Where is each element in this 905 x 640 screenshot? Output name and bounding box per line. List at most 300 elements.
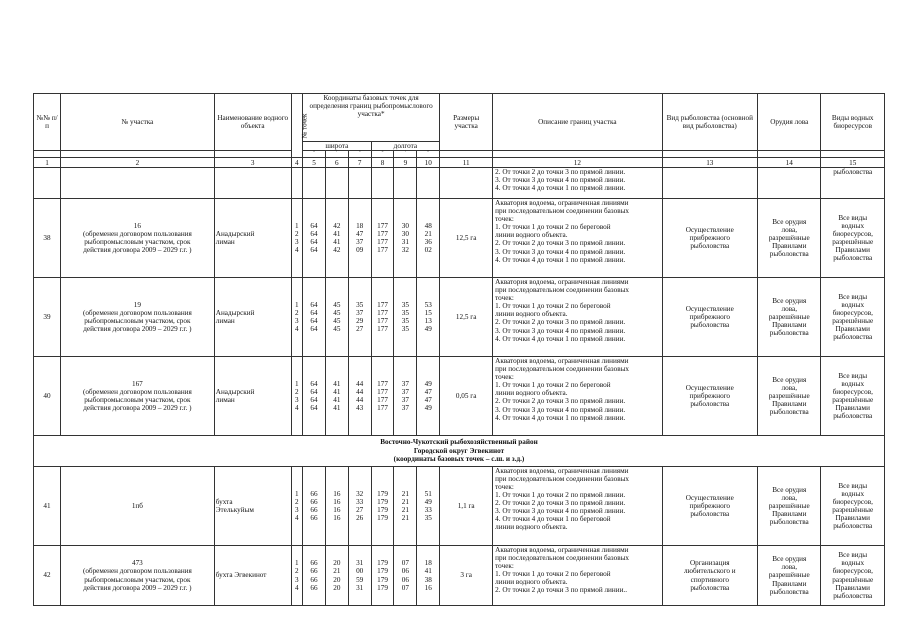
species-list-line: разрешённые xyxy=(832,317,874,326)
col-number: 7 xyxy=(348,158,371,168)
coord-pts-line: 4 xyxy=(295,325,299,334)
fishing-gear-line: разрешённые xyxy=(768,234,810,243)
col-number: 3 xyxy=(214,158,291,168)
coord-lon-s xyxy=(417,357,440,436)
fishing-gear-line: Все орудия xyxy=(772,375,807,384)
coord-lat-m-line: 41 xyxy=(333,396,341,405)
header-longitude: долгота xyxy=(371,142,440,151)
coord-lon-d-line: 179 xyxy=(377,497,388,506)
sym-empty xyxy=(821,151,885,158)
fishing-gear-line: Правилами xyxy=(772,510,807,519)
fishing-kind-line: Осуществление xyxy=(685,493,734,502)
coord-lat-s-line: 59 xyxy=(356,575,364,584)
coord-lat-m-line: 45 xyxy=(333,309,341,317)
lon-min-symbol: ' xyxy=(394,151,417,158)
coord-lon-d-line: 179 xyxy=(377,489,388,498)
water-object xyxy=(214,199,291,278)
plot-name-line: рыбопромысловым участком, срок xyxy=(84,575,191,584)
lat-min-symbol: ' xyxy=(325,151,348,158)
species-cell: рыболовства xyxy=(821,168,885,199)
coord-pts xyxy=(291,199,302,278)
coord-pts-line: 2 xyxy=(295,230,299,238)
coord-lon-m-line: 07 xyxy=(401,583,409,592)
boundary-description xyxy=(493,546,662,606)
coord-lat-s-line: 00 xyxy=(356,567,364,576)
boundary-description-line: линии водного объекта. xyxy=(495,578,568,587)
fishing-kind-line: прибрежного xyxy=(689,392,731,401)
coord-lat-m-line: 20 xyxy=(333,575,341,584)
species-list-line: разрешённые xyxy=(832,238,874,247)
coord-pts-line: 3 xyxy=(295,506,299,515)
boundary-description-line: точек: xyxy=(495,294,514,303)
col-number: 9 xyxy=(394,158,417,168)
boundary-description-line: 2. От точки 2 до точки 3 по прямой линии. xyxy=(495,239,626,248)
coord-lon-m-line: 21 xyxy=(401,497,409,506)
header-size: Размеры участка xyxy=(440,94,493,151)
fishing-gear-line: разрешённые xyxy=(768,392,810,401)
fishing-kind-line: Осуществление xyxy=(685,304,734,313)
header-coordinates: Координаты базовых точек для определения границ рыбопромыслового участка* xyxy=(303,94,440,142)
fishing-kind-line: прибрежного xyxy=(689,501,731,510)
coord-pts-line: 3 xyxy=(295,575,299,584)
species-list-line: Правилами xyxy=(835,404,870,413)
water-object-line: Анадырский xyxy=(215,388,255,396)
coord-lon-m xyxy=(394,278,417,357)
boundary-description-line: 1. От точки 1 до точки 2 по прямой линии. xyxy=(495,491,626,500)
fishing-kind-line: прибрежного xyxy=(689,313,731,322)
coord-lon-s-line: 51 xyxy=(424,489,432,498)
species-list-line: Правилами xyxy=(835,246,870,255)
coord-lon-s-line: 33 xyxy=(424,506,432,515)
coord-lat-d-line: 66 xyxy=(310,506,318,515)
fishing-gear xyxy=(758,357,821,436)
fishing-gear-line: лова, xyxy=(781,383,797,392)
species-list-line: биоресурсов, xyxy=(832,230,873,238)
coord-lon-m-line: 21 xyxy=(401,489,409,498)
species-list-line: разрешённые xyxy=(832,575,874,584)
coord-lon-m-line: 30 xyxy=(401,221,409,230)
sym-empty xyxy=(61,151,215,158)
plot-name-line: действия договора 2009 – 2029 г.г. ) xyxy=(83,246,192,255)
coord-lat-d-line: 64 xyxy=(310,317,318,326)
species-list-line: Все виды xyxy=(838,551,868,560)
col-number: 12 xyxy=(493,158,662,168)
coord-lon-s-line: 38 xyxy=(424,575,432,584)
coord-lon-d xyxy=(371,467,394,546)
water-object-line: бухта xyxy=(215,497,233,506)
boundary-description-line: 4. От точки 4 до точки 1 по прямой линии. xyxy=(495,255,626,264)
header-gear: Орудия лова xyxy=(758,94,821,151)
coord-lat-s xyxy=(348,467,371,546)
coord-lon-m-line: 30 xyxy=(401,230,409,238)
coord-lat-d-line: 66 xyxy=(310,497,318,506)
species-list-line: водных xyxy=(841,489,865,498)
coord-lat-s-line: 31 xyxy=(356,583,364,592)
coord-lat-d-line: 64 xyxy=(310,300,318,309)
boundary-description-line: 3. От точки 3 до точки 4 по прямой линии. xyxy=(495,247,626,256)
boundary-description-line: 2. От точки 2 до точки 3 по прямой линии. xyxy=(495,499,626,508)
header-species: Виды водных биоресурсов xyxy=(821,94,885,151)
coord-lon-m xyxy=(394,199,417,278)
row-number: 40 xyxy=(34,357,61,436)
coord-lat-m-line: 16 xyxy=(333,489,341,498)
description-line: 2. От точки 2 до точки 3 по прямой линии. xyxy=(495,168,626,177)
coord-lat-s xyxy=(348,357,371,436)
fishing-gear xyxy=(758,199,821,278)
coord-lat-d-line: 66 xyxy=(310,514,318,523)
coord-lat-s-line: 35 xyxy=(356,300,364,309)
section-header-row xyxy=(34,436,885,467)
coord-lat-m-line: 20 xyxy=(333,559,341,568)
coord-lat-s-line: 43 xyxy=(356,404,364,413)
species-list-line: рыболовства xyxy=(833,333,873,342)
plot-name-line: 19 xyxy=(133,300,141,309)
boundary-description-line: 1. От точки 1 до точки 2 по береговой xyxy=(495,570,611,579)
coord-lon-m-line: 21 xyxy=(401,514,409,523)
boundary-description-line: 3. От точки 3 до точки 4 по прямой линии. xyxy=(495,405,626,414)
section-title-line: Городской округ Эгвекинот xyxy=(413,446,505,455)
fishing-gear-line: разрешённые xyxy=(768,313,810,322)
coord-lat-m-line: 16 xyxy=(333,497,341,506)
coord-lon-m-line: 37 xyxy=(401,404,409,413)
boundary-description-line: 3. От точки 3 до точки 4 по прямой линии. xyxy=(495,507,626,516)
col-number: 8 xyxy=(371,158,394,168)
coord-lon-s-line: 21 xyxy=(424,230,432,238)
coord-lon-d-line: 177 xyxy=(377,221,388,230)
col-number: 1 xyxy=(34,158,61,168)
coord-lat-s-line: 27 xyxy=(356,506,364,515)
coord-lat-m-line: 45 xyxy=(333,300,341,309)
fishing-gear-line: Все орудия xyxy=(772,555,807,564)
coord-pts xyxy=(291,467,302,546)
plot-name xyxy=(61,467,215,546)
boundary-description-line: линии водного объекта. xyxy=(495,310,568,319)
boundary-description-line: Акватория водоема, ограниченная линиями xyxy=(495,199,629,208)
fishing-gear-line: рыболовства xyxy=(769,329,809,338)
table-row xyxy=(34,199,885,278)
species-list-line: биоресурсов, xyxy=(832,497,873,506)
col-number: 11 xyxy=(440,158,493,168)
plot-name-line: 167 xyxy=(131,379,143,388)
coord-lat-d-line: 66 xyxy=(310,559,318,568)
coord-lon-s-line: 49 xyxy=(424,404,432,413)
fishing-gear-line: рыболовства xyxy=(769,408,809,417)
coord-lon-m xyxy=(394,546,417,606)
boundary-description-line: 4. От точки 4 до точки 1 по прямой линии. xyxy=(495,413,626,422)
plot-name-line: 16 xyxy=(133,221,141,230)
col-number: 10 xyxy=(417,158,440,168)
coord-lon-m-line: 35 xyxy=(401,317,409,326)
fishing-kind-line: рыболовства xyxy=(690,400,730,409)
coord-lat-m xyxy=(325,199,348,278)
table-row xyxy=(34,546,885,606)
coord-pts xyxy=(291,357,302,436)
boundary-description-line: линии водного объекта. xyxy=(495,523,568,532)
fishing-kind-line: Организация xyxy=(689,559,730,568)
fishing-gear-line: разрешённые xyxy=(768,571,810,580)
boundary-description-line: точек: xyxy=(495,562,514,571)
lat-sec-symbol: '' xyxy=(348,151,371,158)
boundary-description-line: 1. От точки 1 до точки 2 по береговой xyxy=(495,381,611,390)
fishing-gear-line: разрешённые xyxy=(768,501,810,510)
species-list xyxy=(821,467,885,546)
coord-lat-s-line: 26 xyxy=(356,514,364,523)
species-list-line: Все виды xyxy=(838,371,868,380)
coord-lat-d-line: 64 xyxy=(310,221,318,230)
boundary-description-line: точек: xyxy=(495,215,514,224)
species-list xyxy=(821,278,885,357)
fishing-gear-line: лова, xyxy=(781,304,797,313)
fishing-kind xyxy=(662,199,758,278)
row-number: 42 xyxy=(34,546,61,606)
water-object xyxy=(214,546,291,606)
species-list xyxy=(821,199,885,278)
plot-name xyxy=(61,546,215,606)
coord-lat-d-line: 64 xyxy=(310,404,318,413)
col-number: 5 xyxy=(303,158,326,168)
coord-lat-d xyxy=(303,357,326,436)
plot-name-line: рыбопромысловым участком, срок xyxy=(84,396,191,405)
boundary-description-line: 1. От точки 1 до точки 2 по береговой xyxy=(495,223,611,232)
header-row xyxy=(34,94,885,142)
coord-lon-d-line: 177 xyxy=(377,379,388,388)
species-list-line: биоресурсов, xyxy=(832,309,873,317)
coord-lon-m xyxy=(394,357,417,436)
water-object xyxy=(214,278,291,357)
coord-pts-line: 1 xyxy=(295,559,299,568)
plot-name-line: (обременен договором пользования xyxy=(82,567,192,576)
boundary-description-line: 4. От точки 4 до точки 1 по береговой xyxy=(495,515,611,524)
column-number-row xyxy=(34,158,885,168)
coord-lon-d-line: 179 xyxy=(377,559,388,568)
row-number: 39 xyxy=(34,278,61,357)
water-object-line: лиман xyxy=(215,396,235,405)
coord-lat-s-line: 18 xyxy=(356,221,364,230)
coord-lat-d-line: 66 xyxy=(310,567,318,576)
coord-pts-line: 2 xyxy=(295,388,299,396)
col-number: 15 xyxy=(821,158,885,168)
plot-name-line: 1пб xyxy=(131,501,143,510)
species-list xyxy=(821,546,885,606)
description-line: 4. От точки 4 до точки 1 по прямой линии. xyxy=(495,184,626,193)
coord-lon-s-line: 13 xyxy=(424,317,432,326)
coord-lat-s-line: 29 xyxy=(356,317,364,326)
coord-lon-m-line: 07 xyxy=(401,559,409,568)
species-list-line: Правилами xyxy=(835,325,870,334)
boundary-description-line: 3. От точки 3 до точки 4 по прямой линии. xyxy=(495,326,626,335)
boundary-description-line: при последовательном соединении базовых xyxy=(495,365,630,374)
coord-lon-m-line: 06 xyxy=(401,567,409,576)
fishing-gear-line: Все орудия xyxy=(772,485,807,494)
boundary-description-line: Акватория водоема, ограниченная линиями xyxy=(495,357,629,366)
fishing-kind-line: рыболовства xyxy=(690,321,730,330)
coord-lat-m-line: 21 xyxy=(333,567,341,576)
boundary-description-line: Акватория водоема, ограниченная линиями xyxy=(495,546,629,555)
fishing-gear-line: лова, xyxy=(781,225,797,234)
water-object-line: Анадырский xyxy=(215,309,255,317)
water-object-line: лиман xyxy=(215,238,235,247)
coord-lon-d-line: 177 xyxy=(377,317,388,326)
row-number: 38 xyxy=(34,199,61,278)
coord-lat-s xyxy=(348,278,371,357)
coord-lon-s xyxy=(417,278,440,357)
boundary-description-line: Акватория водоема, ограниченная линиями xyxy=(495,467,629,476)
fishing-kind xyxy=(662,467,758,546)
water-object-line: бухта Эгвекинот xyxy=(215,571,267,580)
header-points: № точек xyxy=(291,94,302,158)
coord-lon-s-line: 02 xyxy=(424,246,432,255)
coord-pts-line: 4 xyxy=(295,514,299,523)
coord-lon-m-line: 35 xyxy=(401,325,409,334)
coord-lon-s-line: 41 xyxy=(424,567,432,576)
plot-name-line: действия договора 2009 – 2029 г.г. ) xyxy=(83,404,192,413)
coord-lat-d xyxy=(303,546,326,606)
fishing-kind-line: прибрежного xyxy=(689,234,731,243)
boundary-description-line: 2. От точки 2 до точки 3 по прямой линии. xyxy=(495,318,626,327)
fishing-kind xyxy=(662,357,758,436)
coord-lon-s-line: 35 xyxy=(424,514,432,523)
coord-pts-line: 4 xyxy=(295,583,299,592)
plot-size: 3 га xyxy=(440,546,493,606)
boundary-description-line: линии водного объекта. xyxy=(495,389,568,398)
coord-lon-m-line: 35 xyxy=(401,300,409,309)
coord-lat-m-line: 20 xyxy=(333,583,341,592)
coord-lat-d-line: 64 xyxy=(310,309,318,317)
plot-size: 0,05 га xyxy=(440,357,493,436)
lat-deg-symbol: º xyxy=(303,151,326,158)
boundary-description-line: 1. От точки 1 до точки 2 по береговой xyxy=(495,302,611,311)
plot-size: 1,1 га xyxy=(440,467,493,546)
species-list-line: водных xyxy=(841,300,865,309)
water-object xyxy=(214,357,291,436)
plot-name-line: рыбопромысловым участком, срок xyxy=(84,317,191,326)
sym-empty xyxy=(214,151,291,158)
fishing-gear-line: рыболовства xyxy=(769,250,809,259)
coord-lon-s-line: 49 xyxy=(424,325,432,334)
coord-lat-d xyxy=(303,278,326,357)
water-object-line: Этелькуйым xyxy=(215,506,254,515)
section-title xyxy=(34,436,885,467)
boundary-description-line: 2. От точки 2 до точки 3 по прямой линии. xyxy=(495,397,626,406)
boundary-description-line: при последовательном соединении базовых xyxy=(495,207,630,216)
coord-lat-s-line: 37 xyxy=(356,238,364,247)
fishing-gear-line: Все орудия xyxy=(772,296,807,305)
water-object xyxy=(214,467,291,546)
coord-lat-d-line: 64 xyxy=(310,388,318,396)
fishing-plots-table xyxy=(33,93,885,606)
coord-lat-s-line: 32 xyxy=(356,489,364,498)
coord-lat-s-line: 37 xyxy=(356,309,364,317)
plot-name-line: рыбопромысловым участком, срок xyxy=(84,238,191,247)
fishing-kind-line: рыболовства xyxy=(690,510,730,519)
coord-lon-s-line: 15 xyxy=(424,309,432,317)
fishing-gear-line: лова, xyxy=(781,493,797,502)
sym-empty xyxy=(662,151,758,158)
boundary-description-line: при последовательном соединении базовых xyxy=(495,554,630,563)
coord-lon-d-line: 177 xyxy=(377,325,388,334)
col-number: 13 xyxy=(662,158,758,168)
fishing-gear-line: Все орудия xyxy=(772,217,807,226)
coord-lat-m-line: 41 xyxy=(333,238,341,247)
plot-name-line: (обременен договором пользования xyxy=(82,309,192,317)
coord-lat-s-line: 31 xyxy=(356,559,364,568)
fishing-gear-line: лова, xyxy=(781,563,797,572)
species-list-line: водных xyxy=(841,379,865,388)
boundary-description-line: при последовательном соединении базовых xyxy=(495,475,630,484)
coord-lon-d-line: 177 xyxy=(377,246,388,255)
coord-lon-m-line: 37 xyxy=(401,379,409,388)
boundary-description-line: точек: xyxy=(495,373,514,382)
coord-lat-m-line: 16 xyxy=(333,506,341,515)
boundary-description xyxy=(493,467,662,546)
species-list-line: Правилами xyxy=(835,514,870,523)
section-title-line: Восточно-Чукотский рыбохозяйственный район xyxy=(380,438,538,447)
coord-lon-d-line: 177 xyxy=(377,309,388,317)
coord-lon-s-line: 53 xyxy=(424,300,432,309)
fishing-gear-line: Правилами xyxy=(772,579,807,588)
coord-pts-line: 1 xyxy=(295,379,299,388)
species-list-line: рыболовства xyxy=(833,412,873,421)
coord-lon-d-line: 179 xyxy=(377,514,388,523)
coord-pts-line: 2 xyxy=(295,497,299,506)
species-list-line: Все виды xyxy=(838,213,868,222)
coord-lon-d-line: 177 xyxy=(377,396,388,405)
water-object-line: лиман xyxy=(215,317,235,326)
species-list-line: Правилами xyxy=(835,583,870,592)
coord-lat-s xyxy=(348,546,371,606)
boundary-description-line: линии водного объекта. xyxy=(495,231,568,240)
coord-lon-m-line: 37 xyxy=(401,388,409,396)
col-number: 14 xyxy=(758,158,821,168)
coord-lat-m-line: 41 xyxy=(333,404,341,413)
coord-pts-line: 3 xyxy=(295,396,299,405)
coord-lon-d-line: 177 xyxy=(377,238,388,247)
coord-lat-d-line: 64 xyxy=(310,379,318,388)
coord-pts-line: 2 xyxy=(295,567,299,576)
coord-pts xyxy=(291,546,302,606)
coord-lat-d-line: 66 xyxy=(310,575,318,584)
coord-lat-s-line: 47 xyxy=(356,230,364,238)
species-list xyxy=(821,357,885,436)
coord-lon-m-line: 35 xyxy=(401,309,409,317)
plot-name xyxy=(61,278,215,357)
coord-lat-s-line: 27 xyxy=(356,325,364,334)
lon-sec-symbol: '' xyxy=(417,151,440,158)
fishing-kind-line: рыболовства xyxy=(690,583,730,592)
coord-lat-s-line: 33 xyxy=(356,497,364,506)
col-number: 4 xyxy=(291,158,302,168)
header-fishing-kind: Вид рыболовства (основной вид рыболовства) xyxy=(662,94,758,151)
coord-lon-s xyxy=(417,199,440,278)
fishing-kind-line: спортивного xyxy=(690,575,729,584)
plot-name-line: действия договора 2009 – 2029 г.г. ) xyxy=(83,583,192,592)
coord-lon-d xyxy=(371,357,394,436)
coord-lon-s xyxy=(417,467,440,546)
coord-lon-m-line: 06 xyxy=(401,575,409,584)
coord-pts-line: 4 xyxy=(295,246,299,255)
coord-lat-d xyxy=(303,199,326,278)
coord-lon-d-line: 179 xyxy=(377,575,388,584)
boundary-description xyxy=(493,168,662,199)
water-object-line: Анадырский xyxy=(215,230,255,238)
species-list-line: Все виды xyxy=(838,481,868,490)
species-list-line: биоресурсов, xyxy=(832,388,873,396)
coord-lon-d-line: 179 xyxy=(377,506,388,515)
plot-name-line: (обременен договором пользования xyxy=(82,230,192,238)
coord-lon-d-line: 179 xyxy=(377,567,388,576)
plot-name-line: действия договора 2009 – 2029 г.г. ) xyxy=(83,325,192,334)
sym-empty xyxy=(440,151,493,158)
